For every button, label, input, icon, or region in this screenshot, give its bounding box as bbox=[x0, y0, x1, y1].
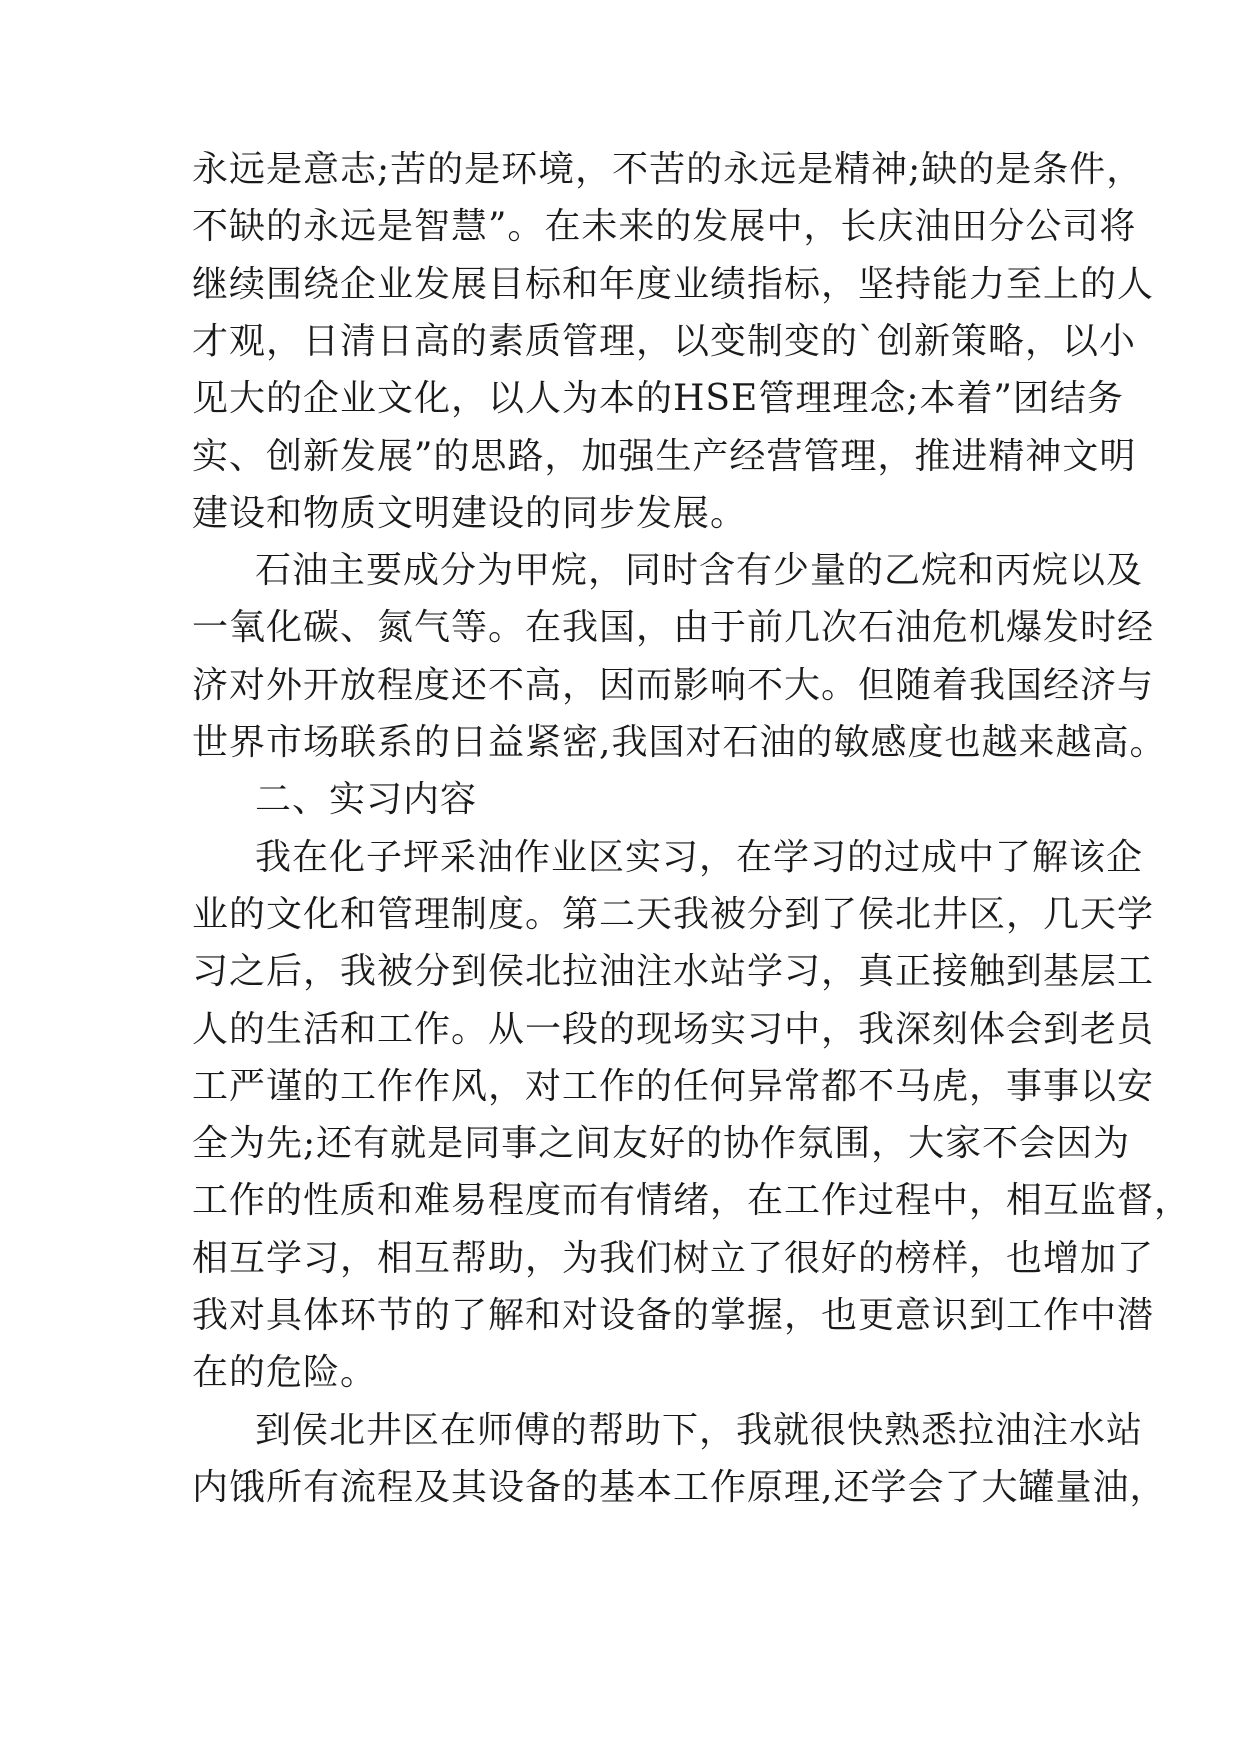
text-line: 工作的性质和难易程度而有情绪，在工作过程中，相互监督， bbox=[192, 1180, 1192, 1221]
text-line: 继续围绕企业发展目标和年度业绩指标，坚持能力至上的人 bbox=[192, 264, 1155, 305]
text-line: 石油主要成分为甲烷，同时含有少量的乙烷和丙烷以及 bbox=[255, 550, 1144, 591]
text-line: 业的文化和管理制度。第二天我被分到了侯北井区，几天学 bbox=[192, 894, 1155, 935]
text-line: 见大的企业文化，以人为本的HSE管理理念;本着”团结务 bbox=[192, 378, 1124, 419]
text-line: 全为先;还有就是同事之间友好的协作氛围，大家不会因为 bbox=[192, 1123, 1131, 1164]
text-line: 才观，日清日高的素质管理，以变制变的`创新策略，以小 bbox=[192, 321, 1137, 362]
text-line: 人的生活和工作。从一段的现场实习中，我深刻体会到老员 bbox=[192, 1009, 1155, 1050]
text-line: 工严谨的工作作风，对工作的任何异常都不马虎，事事以安 bbox=[192, 1066, 1155, 1107]
text-line: 内饿所有流程及其设备的基本工作原理,还学会了大罐量油， bbox=[192, 1467, 1167, 1508]
text-line: 建设和物质文明建设的同步发展。 bbox=[192, 493, 748, 534]
text-line: 世界市场联系的日益紧密,我国对石油的敏感度也越来越高。 bbox=[192, 722, 1167, 763]
text-line: 永远是意志;苦的是环境，不苦的永远是精神;缺的是条件， bbox=[192, 149, 1144, 190]
text-line: 一氧化碳、氮气等。在我国，由于前几次石油危机爆发时经 bbox=[192, 607, 1155, 648]
text-line: 习之后，我被分到侯北拉油注水站学习，真正接触到基层工 bbox=[192, 951, 1155, 992]
text-line: 在的危险。 bbox=[192, 1352, 378, 1393]
text-line: 到侯北井区在师傅的帮助下，我就很快熟悉拉油注水站 bbox=[255, 1410, 1144, 1451]
section-heading: 二、实习内容 bbox=[255, 779, 478, 820]
text-line: 我对具体环节的了解和对设备的掌握，也更意识到工作中潜 bbox=[192, 1295, 1155, 1336]
text-line: 不缺的永远是智慧”。在未来的发展中，长庆油田分公司将 bbox=[192, 206, 1137, 247]
text-line: 我在化子坪采油作业区实习，在学习的过成中了解该企 bbox=[255, 837, 1144, 878]
text-line: 济对外开放程度还不高，因而影响不大。但随着我国经济与 bbox=[192, 665, 1155, 706]
text-line: 相互学习，相互帮助，为我们树立了很好的榜样，也增加了 bbox=[192, 1238, 1155, 1279]
text-line: 实、创新发展”的思路，加强生产经营管理，推进精神文明 bbox=[192, 436, 1137, 477]
